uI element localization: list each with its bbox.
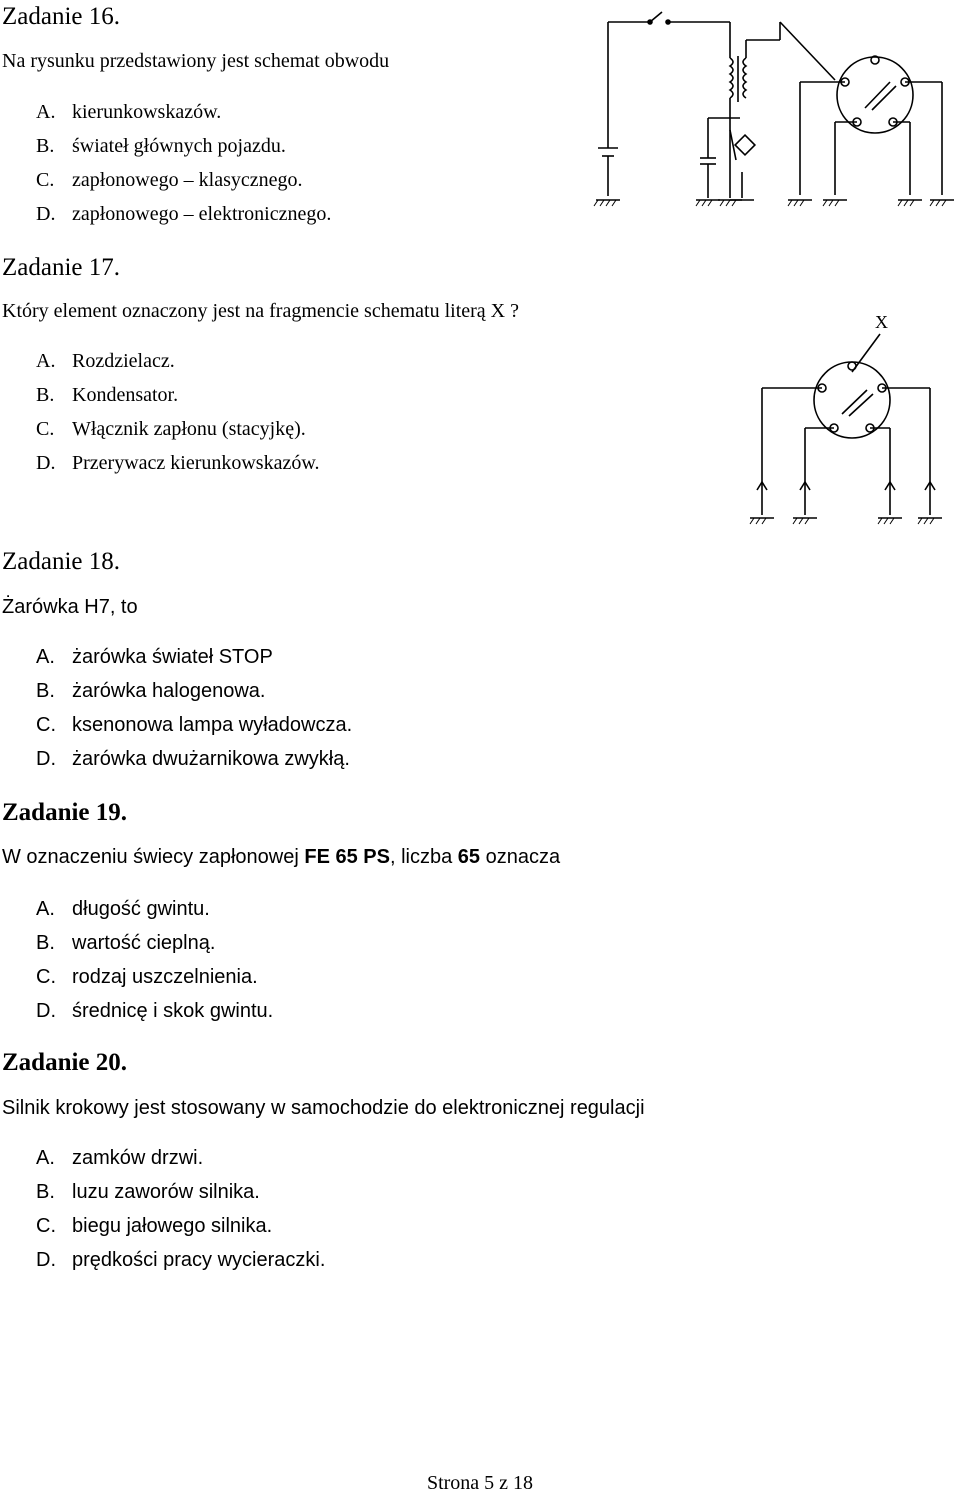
task-19-question: W oznaczeniu świecy zapłonowej FE 65 PS, liczba 65 oznacza — [2, 846, 561, 868]
task-19-option-a: A. długość gwintu. — [36, 898, 210, 920]
task-19-option-d: D. średnicę i skok gwintu. — [36, 1000, 274, 1022]
task-16-title: Zadanie 16. — [2, 3, 121, 30]
task-17-options — [36, 344, 320, 480]
task-19-title: Zadanie 19. — [2, 799, 128, 826]
task-20-question: Silnik krokowy jest stosowany w samochodzie do elektronicznej regulacji — [2, 1097, 645, 1119]
task-17-question: Który element oznaczony jest na fragmencie schematu literą X ? — [2, 300, 519, 322]
distributor-fragment-diagram — [740, 290, 945, 530]
task-16-options — [36, 95, 331, 231]
task-20-option-b: B. luzu zaworów silnika. — [36, 1181, 260, 1203]
task-20-title: Zadanie 20. — [2, 1049, 128, 1076]
ignition-circuit-diagram — [590, 0, 960, 225]
task-19-options — [36, 892, 273, 1028]
task-16-option-d: D. zapłonowego – elektronicznego. — [36, 203, 332, 225]
task-17-option-c: C. Włącznik zapłonu (stacyjkę). — [36, 418, 306, 440]
task-17-option-d: D. Przerywacz kierunkowskazów. — [36, 452, 320, 474]
task-17-title: Zadanie 17. — [2, 254, 121, 281]
task-18-option-b: B. żarówka halogenowa. — [36, 680, 266, 702]
task-19-option-b: B. wartość cieplną. — [36, 932, 216, 954]
task-18-option-d: D. żarówka dwużarnikowa zwykłą. — [36, 748, 350, 770]
task-16-option-c: C. zapłonowego – klasycznego. — [36, 169, 303, 191]
task-20-option-d: D. prędkości pracy wycieraczki. — [36, 1249, 326, 1271]
number-65: 65 — [457, 846, 481, 868]
task-18-options — [36, 640, 352, 776]
task-18-option-a: A. żarówka świateł STOP — [36, 646, 273, 668]
spark-plug-code: FE 65 PS — [304, 846, 390, 868]
diagram-x-label: X — [875, 312, 888, 332]
task-20-options — [36, 1141, 325, 1277]
task-18-title: Zadanie 18. — [2, 548, 121, 575]
task-16-option-b: B. świateł głównych pojazdu. — [36, 135, 286, 157]
task-20-option-c: C. biegu jałowego silnika. — [36, 1215, 273, 1237]
task-20-option-a: A. zamków drzwi. — [36, 1147, 204, 1169]
task-17-option-a: A. Rozdzielacz. — [36, 350, 175, 372]
task-18-option-c: C. ksenonowa lampa wyładowcza. — [36, 714, 353, 736]
page-number-footer: Strona 5 z 18 — [426, 1472, 534, 1494]
task-18-question: Żarówka H7, to — [2, 596, 138, 618]
task-17-option-b: B. Kondensator. — [36, 384, 179, 406]
task-16-option-a: A. kierunkowskazów. — [36, 101, 222, 123]
task-16-question: Na rysunku przedstawiony jest schemat obwodu — [2, 50, 390, 72]
task-19-option-c: C. rodzaj uszczelnienia. — [36, 966, 258, 988]
